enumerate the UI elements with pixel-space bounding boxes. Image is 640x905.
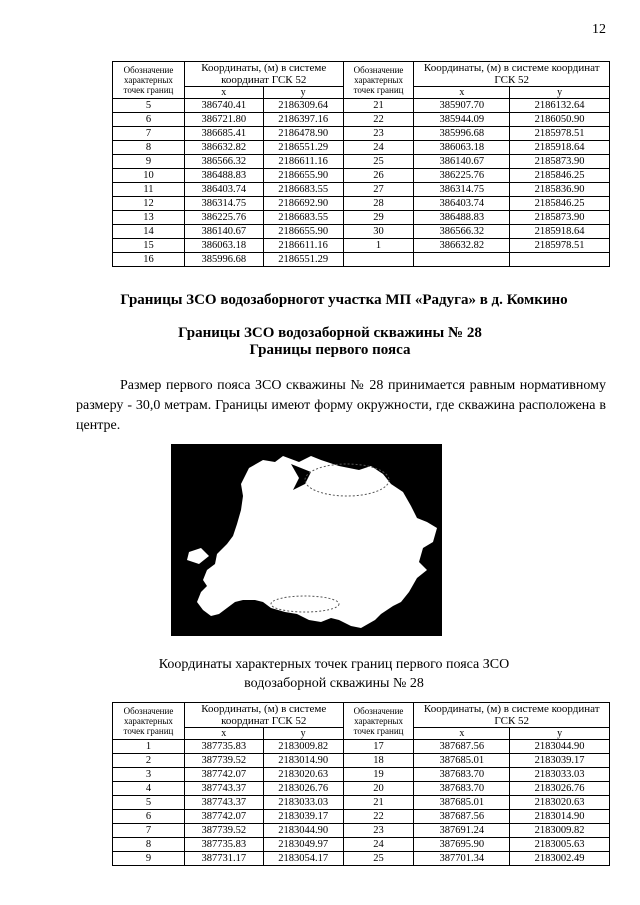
x-coordinate: 387735.83 xyxy=(184,740,263,754)
y-coordinate: 2186655.90 xyxy=(263,225,343,239)
y-coordinate: 2185846.25 xyxy=(510,169,610,183)
point-number: 24 xyxy=(343,141,414,155)
table-row xyxy=(113,155,610,169)
x-coordinate: 387691.24 xyxy=(414,824,510,838)
y-header: y xyxy=(263,728,343,740)
designation-header: Обозначение характерных точек границ xyxy=(343,62,414,99)
table-row xyxy=(113,754,610,768)
coordinate-system-header: Координаты, (м) в системе координат ГСК 52 xyxy=(414,703,610,728)
x-coordinate: 386488.83 xyxy=(414,211,510,225)
y-coordinate: 2185846.25 xyxy=(510,197,610,211)
y-coordinate: 2183049.97 xyxy=(263,838,343,852)
y-coordinate: 2185873.90 xyxy=(510,211,610,225)
x-coordinate: 387742.07 xyxy=(184,810,263,824)
point-number: 18 xyxy=(343,754,414,768)
table-row xyxy=(113,127,610,141)
designation-header: Обозначение характерных точек границ xyxy=(113,62,185,99)
table-row xyxy=(113,838,610,852)
point-number: 6 xyxy=(113,113,185,127)
y-coordinate: 2186050.90 xyxy=(510,113,610,127)
point-number: 9 xyxy=(113,155,185,169)
x-coordinate: 386314.75 xyxy=(184,197,263,211)
page-number: 12 xyxy=(592,22,606,37)
x-coordinate: 386314.75 xyxy=(414,183,510,197)
y-coordinate: 2185978.51 xyxy=(510,127,610,141)
designation-header: Обозначение характерных точек границ xyxy=(343,703,414,740)
point-number: 3 xyxy=(113,768,185,782)
table-row xyxy=(113,141,610,155)
x-coordinate: 387731.17 xyxy=(184,852,263,866)
point-number: 26 xyxy=(343,169,414,183)
x-coordinate: 386566.32 xyxy=(184,155,263,169)
y-header: y xyxy=(510,87,610,99)
y-coordinate: 2183026.76 xyxy=(263,782,343,796)
x-coordinate: 387683.70 xyxy=(414,782,510,796)
well-title: Границы ЗСО водозаборной скважины № 28 xyxy=(178,325,482,341)
table-row xyxy=(113,197,610,211)
x-coordinate: 386488.83 xyxy=(184,169,263,183)
x-coordinate: 387685.01 xyxy=(414,796,510,810)
y-coordinate: 2183002.49 xyxy=(510,852,610,866)
y-coordinate: 2183039.17 xyxy=(510,754,610,768)
x-coordinate: 387743.37 xyxy=(184,796,263,810)
y-coordinate: 2186309.64 xyxy=(263,99,343,113)
y-coordinate: 2185873.90 xyxy=(510,155,610,169)
designation-header: Обозначение характерных точек границ xyxy=(113,703,185,740)
point-number: 19 xyxy=(343,768,414,782)
x-coordinate: 387695.90 xyxy=(414,838,510,852)
y-coordinate: 2183014.90 xyxy=(510,810,610,824)
point-number: 4 xyxy=(113,782,185,796)
point-number: 23 xyxy=(343,127,414,141)
table-caption-line-1: Координаты характерных точек границ первого пояса ЗСО xyxy=(158,657,510,672)
point-number: 25 xyxy=(343,155,414,169)
table-row xyxy=(113,740,610,754)
table-row xyxy=(113,211,610,225)
description-paragraph: Размер первого пояса ЗСО скважины № 28 принимается равным нормативному размеру - 30,0 метрам. Границы имеют форму окружности, где скважина расположена в центре. xyxy=(76,378,606,433)
y-coordinate: 2183026.76 xyxy=(510,782,610,796)
point-number: 29 xyxy=(343,211,414,225)
point-number: 23 xyxy=(343,824,414,838)
x-header: x xyxy=(184,87,263,99)
y-coordinate: 2186397.16 xyxy=(263,113,343,127)
coordinate-system-header: Координаты, (м) в системе координат ГСК 52 xyxy=(414,62,610,87)
table-row xyxy=(113,225,610,239)
y-coordinate: 2186551.29 xyxy=(263,253,343,267)
x-coordinate: 386721.80 xyxy=(184,113,263,127)
point-number: 7 xyxy=(113,127,185,141)
coordinates-table-1 xyxy=(112,61,610,267)
table-row xyxy=(113,810,610,824)
x-coordinate: 386225.76 xyxy=(414,169,510,183)
y-coordinate xyxy=(510,253,610,267)
x-coordinate xyxy=(414,253,510,267)
point-number: 5 xyxy=(113,99,185,113)
point-number: 8 xyxy=(113,141,185,155)
x-coordinate: 386140.67 xyxy=(414,155,510,169)
x-coordinate: 385996.68 xyxy=(184,253,263,267)
table-row xyxy=(113,824,610,838)
y-coordinate: 2186611.16 xyxy=(263,155,343,169)
point-number: 10 xyxy=(113,169,185,183)
point-number: 25 xyxy=(343,852,414,866)
x-coordinate: 387739.52 xyxy=(184,754,263,768)
y-coordinate: 2183005.63 xyxy=(510,838,610,852)
point-number: 5 xyxy=(113,796,185,810)
y-coordinate: 2186692.90 xyxy=(263,197,343,211)
point-number: 16 xyxy=(113,253,185,267)
coordinates-table-2 xyxy=(112,702,610,866)
y-coordinate: 2186478.90 xyxy=(263,127,343,141)
x-header: x xyxy=(414,728,510,740)
x-coordinate: 386403.74 xyxy=(414,197,510,211)
point-number: 8 xyxy=(113,838,185,852)
x-coordinate: 386566.32 xyxy=(414,225,510,239)
y-coordinate: 2183020.63 xyxy=(510,796,610,810)
y-coordinate: 2186132.64 xyxy=(510,99,610,113)
point-number: 9 xyxy=(113,852,185,866)
point-number: 22 xyxy=(343,113,414,127)
y-coordinate: 2183044.90 xyxy=(510,740,610,754)
x-coordinate: 386632.82 xyxy=(414,239,510,253)
y-coordinate: 2185918.64 xyxy=(510,141,610,155)
table-row xyxy=(113,113,610,127)
y-header: y xyxy=(510,728,610,740)
x-header: x xyxy=(184,728,263,740)
point-number: 7 xyxy=(113,824,185,838)
point-number: 22 xyxy=(343,810,414,824)
x-coordinate: 387701.34 xyxy=(414,852,510,866)
x-coordinate: 387743.37 xyxy=(184,782,263,796)
point-number: 17 xyxy=(343,740,414,754)
y-coordinate: 2186551.29 xyxy=(263,141,343,155)
table-caption-line-2: водозаборной скважины № 28 xyxy=(244,676,424,691)
y-coordinate: 2183014.90 xyxy=(263,754,343,768)
point-number: 2 xyxy=(113,754,185,768)
point-number: 12 xyxy=(113,197,185,211)
x-coordinate: 386140.67 xyxy=(184,225,263,239)
y-coordinate: 2186611.16 xyxy=(263,239,343,253)
y-coordinate: 2183039.17 xyxy=(263,810,343,824)
y-coordinate: 2185836.90 xyxy=(510,183,610,197)
x-coordinate: 385944.09 xyxy=(414,113,510,127)
table-row xyxy=(113,852,610,866)
x-coordinate: 386225.76 xyxy=(184,211,263,225)
point-number: 21 xyxy=(343,99,414,113)
x-coordinate: 385907.70 xyxy=(414,99,510,113)
x-coordinate: 386632.82 xyxy=(184,141,263,155)
point-number: 28 xyxy=(343,197,414,211)
point-number xyxy=(343,253,414,267)
point-number: 11 xyxy=(113,183,185,197)
y-coordinate: 2183033.03 xyxy=(510,768,610,782)
y-header: y xyxy=(263,87,343,99)
x-coordinate: 387735.83 xyxy=(184,838,263,852)
point-number: 6 xyxy=(113,810,185,824)
site-map-image xyxy=(171,444,442,636)
point-number: 30 xyxy=(343,225,414,239)
y-coordinate: 2183033.03 xyxy=(263,796,343,810)
y-coordinate: 2183020.63 xyxy=(263,768,343,782)
x-coordinate: 386403.74 xyxy=(184,183,263,197)
y-coordinate: 2183009.82 xyxy=(510,824,610,838)
y-coordinate: 2183044.90 xyxy=(263,824,343,838)
x-coordinate: 387683.70 xyxy=(414,768,510,782)
table-row xyxy=(113,183,610,197)
table-row xyxy=(113,768,610,782)
y-coordinate: 2186683.55 xyxy=(263,183,343,197)
table-row xyxy=(113,796,610,810)
x-header: x xyxy=(414,87,510,99)
y-coordinate: 2186655.90 xyxy=(263,169,343,183)
x-coordinate: 387687.56 xyxy=(414,740,510,754)
x-coordinate: 386685.41 xyxy=(184,127,263,141)
point-number: 13 xyxy=(113,211,185,225)
zso-section-title: Границы ЗСО водозаборногот участка МП «Радуга» в д. Комкино xyxy=(120,292,568,308)
y-coordinate: 2185978.51 xyxy=(510,239,610,253)
table-row xyxy=(113,782,610,796)
x-coordinate: 387742.07 xyxy=(184,768,263,782)
point-number: 1 xyxy=(343,239,414,253)
x-coordinate: 387685.01 xyxy=(414,754,510,768)
y-coordinate: 2183009.82 xyxy=(263,740,343,754)
point-number: 15 xyxy=(113,239,185,253)
table-row xyxy=(113,99,610,113)
table-row xyxy=(113,253,610,267)
y-coordinate: 2186683.55 xyxy=(263,211,343,225)
table-row xyxy=(113,239,610,253)
point-number: 24 xyxy=(343,838,414,852)
point-number: 21 xyxy=(343,796,414,810)
point-number: 14 xyxy=(113,225,185,239)
zone-title: Границы первого пояса xyxy=(249,342,411,358)
x-coordinate: 387687.56 xyxy=(414,810,510,824)
coordinate-system-header: Координаты, (м) в системе координат ГСК 52 xyxy=(184,62,343,87)
table-row xyxy=(113,169,610,183)
y-coordinate: 2183054.17 xyxy=(263,852,343,866)
x-coordinate: 385996.68 xyxy=(414,127,510,141)
coordinate-system-header: Координаты, (м) в системе координат ГСК 52 xyxy=(184,703,343,728)
y-coordinate: 2185918.64 xyxy=(510,225,610,239)
point-number: 20 xyxy=(343,782,414,796)
x-coordinate: 386063.18 xyxy=(184,239,263,253)
x-coordinate: 386740.41 xyxy=(184,99,263,113)
x-coordinate: 387739.52 xyxy=(184,824,263,838)
point-number: 27 xyxy=(343,183,414,197)
point-number: 1 xyxy=(113,740,185,754)
x-coordinate: 386063.18 xyxy=(414,141,510,155)
